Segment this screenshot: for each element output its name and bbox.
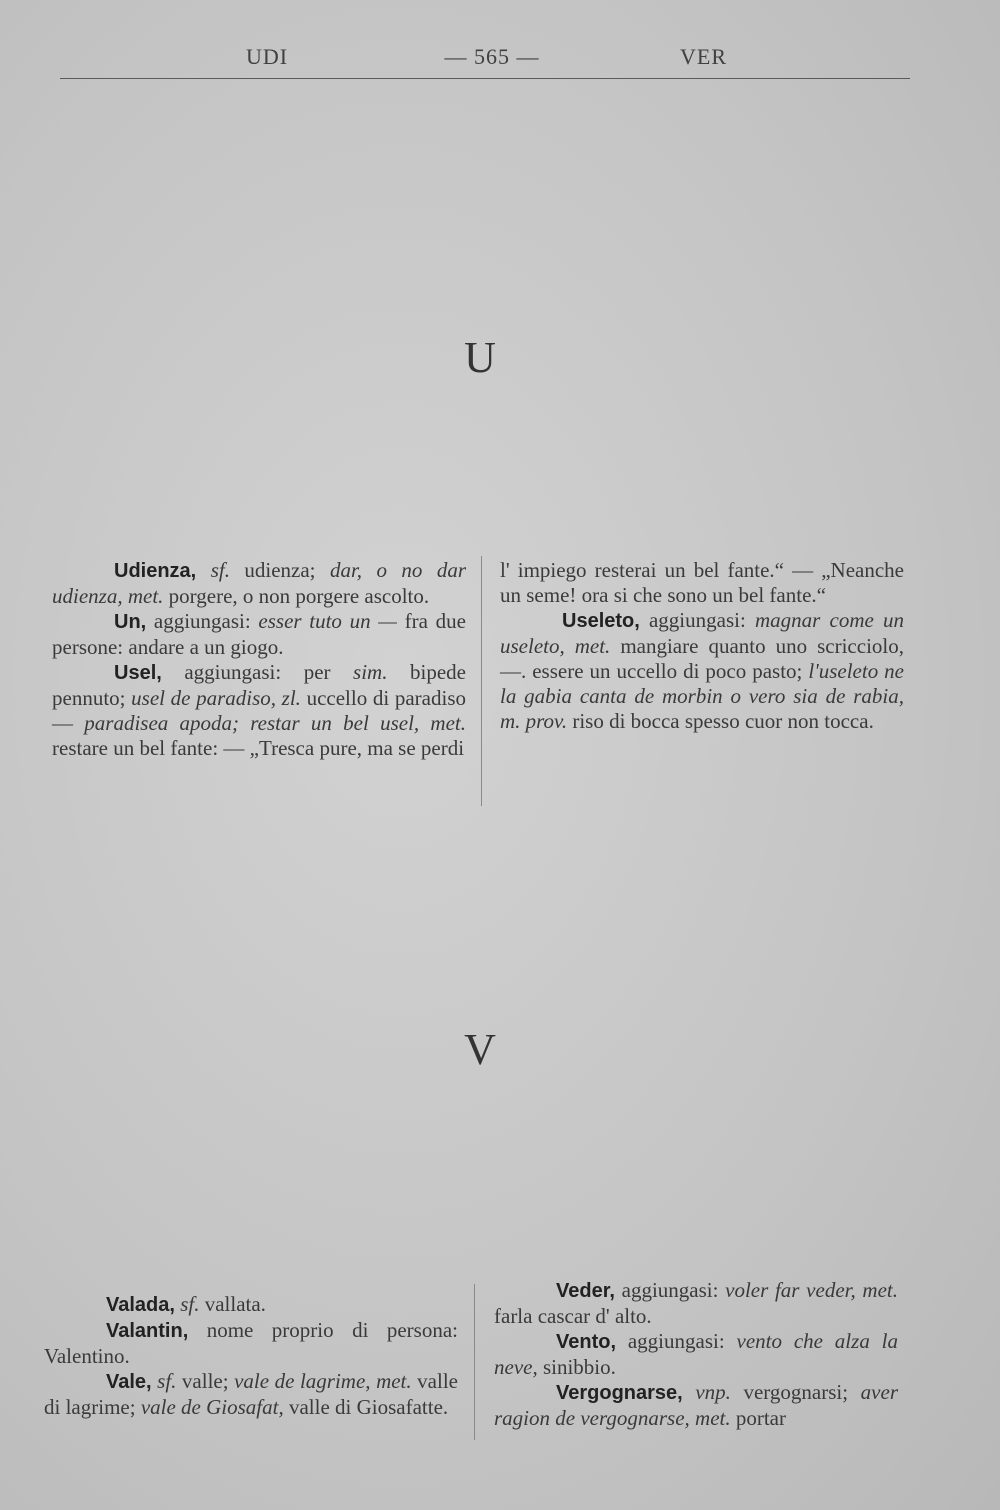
- headword: Usel,: [114, 662, 162, 684]
- v-left-column: [44, 1292, 458, 1420]
- headword: Vale,: [106, 1371, 152, 1393]
- entry-un: Un, aggiungasi: esser tuto un — fra due persone: andare a un giogo.: [52, 609, 466, 659]
- entry-usel: Usel, aggiungasi: per sim. bipede pennuto; usel de paradiso, zl. uccello di paradiso — paradisea apoda; restar un bel usel, met. restare un bel fante: — „Tresca pure, ma se perdi: [52, 660, 466, 760]
- headword: Vento,: [556, 1331, 617, 1353]
- section-letter-v: V: [464, 1025, 496, 1074]
- entry-valada: Valada, sf. vallata.: [106, 1292, 266, 1316]
- entry-vento: Vento, aggiungasi: vento che alza la neve, sinibbio.: [494, 1329, 898, 1379]
- headword: Udienza,: [114, 560, 197, 582]
- u-right-column: [500, 558, 904, 734]
- headword: Vergognarse,: [556, 1382, 683, 1404]
- headword: Valada,: [106, 1294, 175, 1316]
- entry-vergognarse: Vergognarse, vnp. vergognarsi; aver ragion de vergognarse, met. portar: [494, 1380, 898, 1430]
- entry-vale: Vale, sf. valle; vale de lagrime, met. valle di lagrime; vale de Giosafat, valle di Giosafatte.: [44, 1369, 458, 1419]
- headword: Valantin,: [106, 1320, 189, 1342]
- header-left-guide-word: UDI: [246, 44, 289, 69]
- page-number: — 565 —: [444, 44, 540, 69]
- headword: Un,: [114, 611, 147, 633]
- v-right-column: [494, 1278, 898, 1431]
- column-divider: [474, 1284, 475, 1440]
- entry-useleto: Useleto, aggiungasi: magnar come un useleto, met. mangiare quanto uno scricciolo, —. essere un uccello di poco pasto; l'useleto ne la gabia canta de morbin o vero sia de rabia, m. prov. riso di bocca spesso cuor non tocca.: [500, 608, 905, 733]
- column-divider: [481, 556, 482, 806]
- entry-usel-continued: l' impiego resterai un bel fante.“ — „Neanche un seme! ora si che sono un bel fante.“: [500, 558, 904, 607]
- entry-udienza: Udienza, sf. udienza; dar, o no dar udienza, met. porgere, o non porgere ascolto.: [52, 558, 467, 608]
- headword: Useleto,: [562, 610, 640, 632]
- running-header: [60, 44, 910, 79]
- entry-veder: Veder, aggiungasi: voler far veder, met. farla cascar d' alto.: [494, 1278, 898, 1328]
- section-letter-u: U: [464, 333, 496, 382]
- u-left-column: [52, 558, 466, 761]
- headword: Veder,: [556, 1280, 615, 1302]
- header-right-guide-word: VER: [680, 44, 727, 69]
- entry-valantin: Valantin, nome proprio di persona: Valentino.: [44, 1318, 458, 1368]
